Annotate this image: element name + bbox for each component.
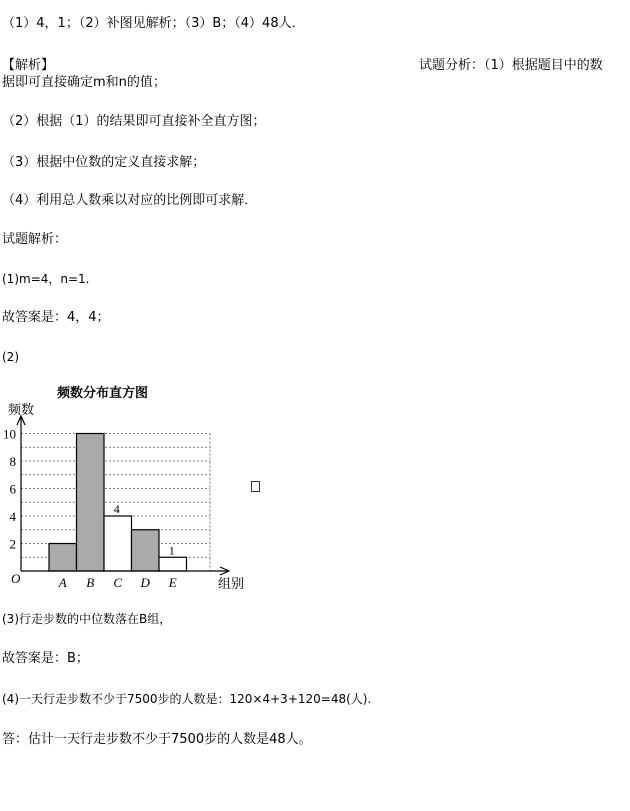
bar-data-label: 1 bbox=[168, 543, 175, 558]
bar-D bbox=[132, 530, 160, 571]
analysis-intro: 试题分析：（1）根据题目中的数 bbox=[419, 58, 603, 73]
y-axis-label: 频数 bbox=[8, 403, 35, 418]
bar-B bbox=[77, 434, 105, 572]
x-tick-label: D bbox=[140, 575, 150, 590]
analysis-continuation: 据即可直接确定m和n的值； bbox=[2, 75, 166, 90]
answer-1: 故答案是：4，4； bbox=[2, 310, 110, 325]
x-tick-label: E bbox=[168, 575, 177, 590]
answer-summary: （1）4，1；（2）补图见解析；（3）B；（4）48人． bbox=[2, 16, 305, 31]
y-tick-label: 4 bbox=[9, 509, 16, 524]
bar-C bbox=[104, 516, 132, 571]
y-tick-label: 2 bbox=[9, 536, 16, 552]
x-axis-label: 组别 bbox=[218, 577, 245, 592]
final-answer: 答：估计一天行走步数不少于7500步的人数是48人。 bbox=[2, 732, 312, 747]
analysis-step-2: （2）根据（1）的结果即可直接补全直方图； bbox=[2, 114, 266, 129]
x-tick-label: B bbox=[86, 575, 95, 590]
part-2: (2) bbox=[2, 350, 19, 364]
part-1: (1)m=4，n=1. bbox=[2, 272, 90, 286]
chart-title: 频数分布直方图 bbox=[57, 386, 149, 401]
y-tick-label: 6 bbox=[9, 481, 16, 497]
y-tick-label: 10 bbox=[3, 426, 16, 442]
analysis-step-3: （3）根据中位数的定义直接求解； bbox=[2, 155, 206, 170]
y-tick-label: 8 bbox=[9, 454, 16, 469]
x-tick-label: A bbox=[58, 575, 67, 590]
placeholder-box-icon bbox=[251, 481, 260, 492]
x-tick-label: C bbox=[113, 575, 123, 590]
bar-E bbox=[159, 557, 187, 571]
bar-A bbox=[49, 544, 77, 572]
part-4: (4)一天行走步数不少于7500步的人数是：120×4+3+120=48(人). bbox=[2, 692, 372, 706]
bar-data-label: 4 bbox=[113, 502, 120, 516]
solution-heading: 试题解析： bbox=[2, 232, 68, 247]
analysis-step-4: （4）利用总人数乘以对应的比例即可求解． bbox=[2, 193, 258, 208]
part-3: (3)行走步数的中位数落在B组， bbox=[2, 612, 172, 626]
analysis-tag: 【解析】 bbox=[2, 58, 55, 73]
answer-3: 故答案是：B； bbox=[2, 651, 89, 666]
origin-label: O bbox=[11, 571, 21, 586]
